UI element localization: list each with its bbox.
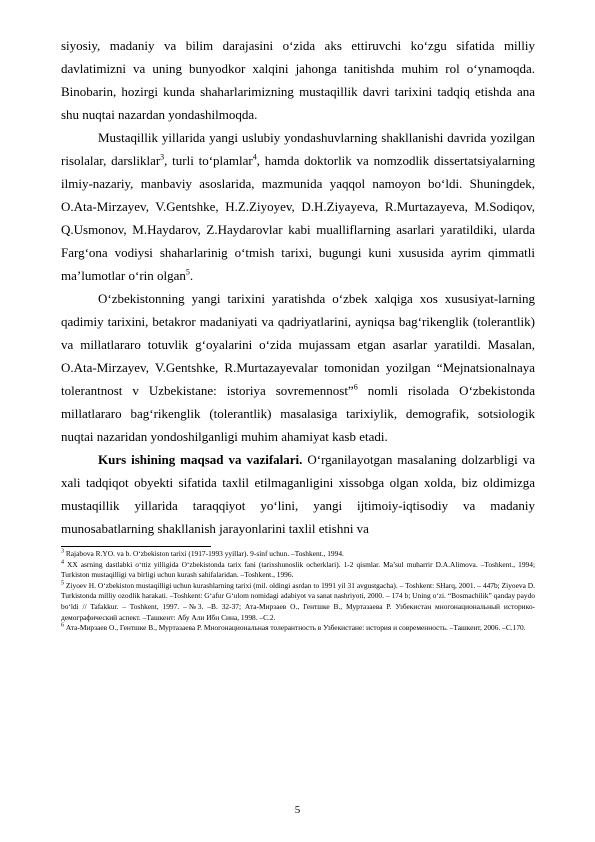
footnote-3	[61, 549, 535, 560]
paragraph-2	[61, 126, 535, 287]
document-page	[61, 34, 535, 634]
footnote-text: Ата-Мирзаев О., Гентшке В., Муртазаева Р. Многонациональная толерантность в Узбекистане: история и современность. –Ташкент, 2006. –С.170.	[64, 623, 526, 633]
footnote-6	[61, 623, 535, 634]
footnote-ref-3[interactable]: 3	[160, 152, 165, 162]
footnote-5	[61, 581, 535, 623]
page-number: 5	[294, 804, 301, 816]
footnote-number: 6	[61, 622, 64, 629]
footnote-number: 4	[61, 559, 64, 566]
paragraph-4	[61, 448, 535, 540]
footnote-text: Ziyoev H. O‘zbekiston mustaqilligi uchun kurashlarning tarixi (mil. oldingi asrdan to 1991 yil 31 avgustgacha). – Toshkent: SHarq, 2001. – 447b; Ziyoeva D. Turkistonda milliy ozodlik harakati. –Toshkent: G‘afur G‘ulom nomidagi adabiyot va sanat nashriyoti, 2000. – 174 b; Uning o‘zi. “Bosmachilik” qanday paydo bo‘ldi // Tafakkur. – Toshkent, 1997. –№3. –B. 32-37; Ата-Мирзаев О., Гентшке В., Муртазаева Р. Узбекистан многонациональный историко-демографический аспект. –Ташкент: Абу Али Ибн Сина, 1998. –С.2.	[61, 580, 535, 622]
paragraph-2-text-a: Mustaqillik yillarida yangi uslubiy yondashuvlarning shakllanishi davrida yozilgan risolalar, darsliklar	[61, 130, 535, 168]
footnote-4	[61, 560, 535, 581]
footnote-text: Rajabova R.YO. va b. O‘zbekiston tarixi (1917-1993 yyillar). 9-sinf uchun. –Toshkent., 1994.	[64, 549, 344, 558]
paragraph-1	[61, 34, 535, 126]
paragraph-3-text-a: O‘zbekistonning yangi tarixini yaratishda o‘zbek xalqiga xos xususiyat-larning qadimiy tarixini, betakror madaniyati va qadriyatlarini, ayniqsa bag‘rikenglik (tolerantlik) va millatlararo totuvlik g‘oyalarini o‘zida mujassam etgan asarlar yaratildi. Masalan, O.Ata-Mirzayev, V.Gentshke, R.Murtazayevalar tomonidan yozilgan “Mejnatsionalnaya tolerantnost v Uzbekistane: istoriya sovremennost”	[61, 291, 535, 398]
footnote-text: XX asrning dastlabki o‘ttiz yilligida O‘zbekistonda tarix fani (tarixshunoslik ocherklari). 1-2 qismlar. Ma’sul muharrir D.A.Alimova. –Toshkent., 1994; Turkiston mustaqilligi va birligi uchun kurash sahifalaridan. –Toshkent., 1996.	[61, 559, 535, 580]
paragraph-1-text: siyosiy, madaniy va bilim darajasini o‘zida aks ettiruvchi ko‘zgu sifatida milliy davlatimizni va uning bunyodkor xalqini jahonga tanitishda muhim rol o‘ynamoqda. Binobarin, hozirgi kunda shaharlarimizning mustaqillik davri tarixini tadqiq etishda ana shu nuqtai nazardan yondashilmoqda.	[61, 38, 535, 122]
footnote-number: 3	[61, 548, 64, 555]
footnote-ref-6[interactable]: 6	[353, 382, 358, 392]
footnote-ref-5[interactable]: 5	[185, 267, 190, 277]
footnote-number: 5	[61, 580, 64, 587]
paragraph-2-text-d: .	[189, 268, 194, 283]
footnote-divider	[61, 546, 211, 547]
paragraph-2-text-c: , hamda doktorlik va nomzodlik dissertatsiyalarning ilmiy-nazariy, manbaviy asoslarida, mazmunida yaqqol namoyon bo‘ldi. Shuningdek, O.Ata-Mirzayev, V.Gentshke, H.Z.Ziyoyev, D.H.Ziyayeva, R.Murtazayeva, M.Sodiqov, Q.Usmonov, M.Haydarov, Z.Haydarovlar kabi mualliflarning asarlari yaratildiki, ularda Farg‘ona vodiysi shaharlarinig o‘tmish tarixi, bugungi kuni xususida ayrim qimmatli ma’lumotlar o‘rin olgan	[61, 153, 536, 283]
footnote-ref-4[interactable]: 4	[252, 152, 257, 162]
paragraph-4-text: O‘rganilayotgan masalaning dolzarbligi va xali tadqiqot obyekti sifatida taxlil etilmaganligini xissobga olgan xolda, biz oldimizga mustaqillik yillarida taraqqiyot yo‘lini, yangi ijtimoiy-iqtisodiy va madaniy munosabatlarning shakllanish jarayonlarini taxlil etishni va	[61, 452, 535, 536]
paragraph-2-text-b: , turli to‘plamlar	[164, 153, 253, 168]
paragraph-3	[61, 287, 535, 448]
paragraph-3-text-b: nomli risolada O‘zbekistonda millatlararo bag‘rikenglik (tolerantlik) masalasiga tarixiylik, demografik, sotsiologik nuqtai nazaridan yondoshilganligi muhim ahamiyat kasb etadi.	[61, 383, 535, 444]
section-heading-inline: Kurs ishining maqsad va vazifalari.	[98, 452, 303, 467]
